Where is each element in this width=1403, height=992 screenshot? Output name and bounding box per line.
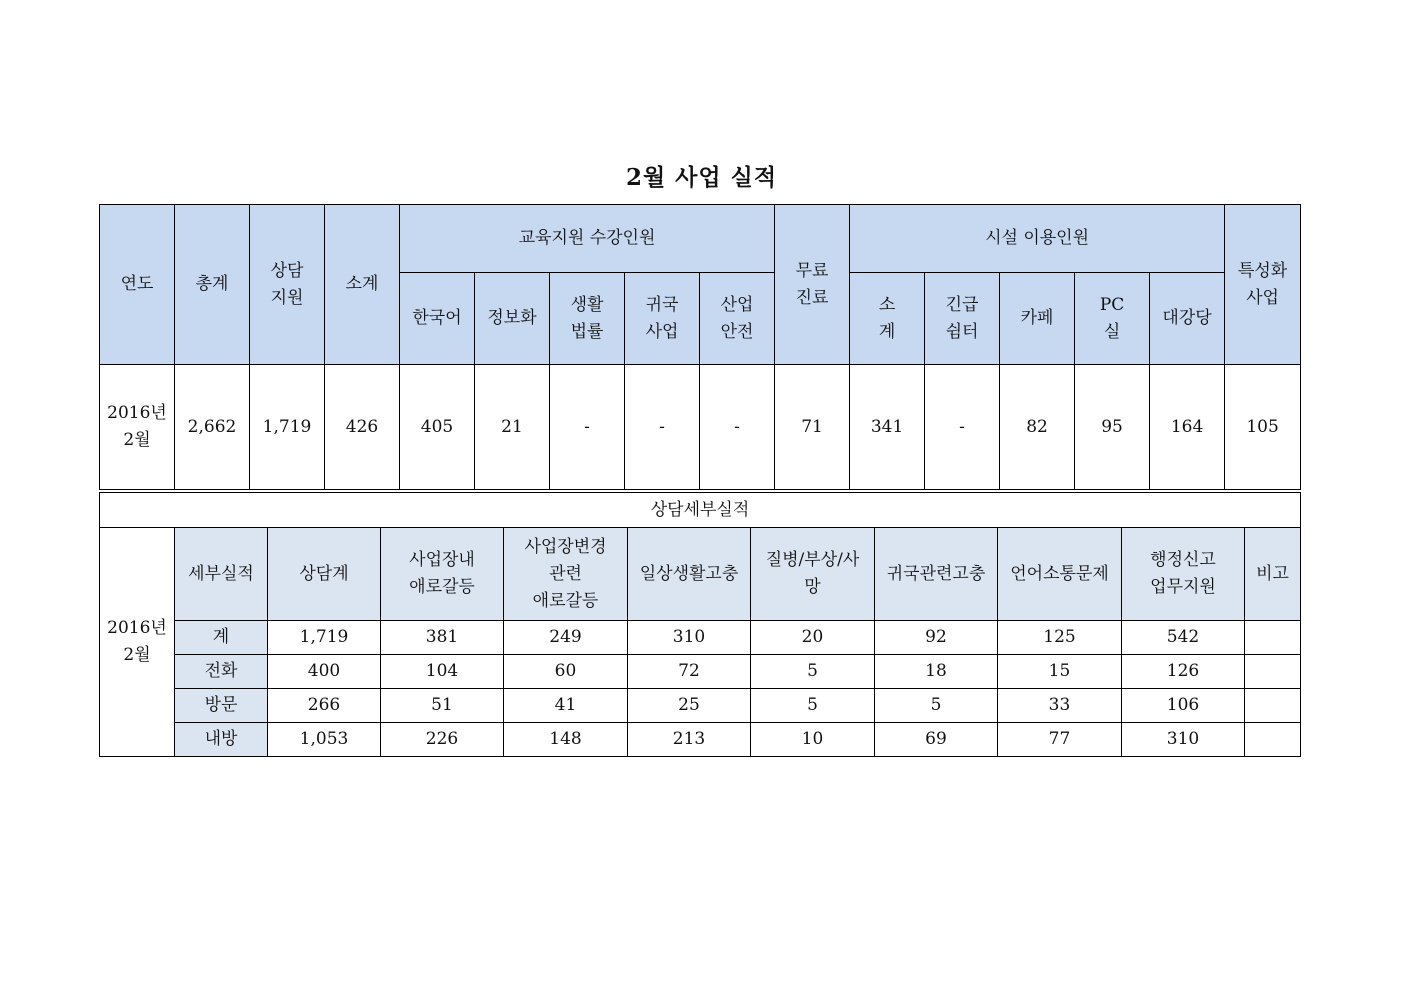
cell-daily-life: 213 [628,723,751,757]
header-facility-subtotal-line1: 소 [878,294,896,315]
header-safety-line2: 안전 [720,321,754,342]
header-medical [775,205,850,365]
detail-header-workplace-conflict-line1: 사업장내 [409,550,475,570]
cell-workplace-change: 148 [504,723,628,757]
detail-header-admin-line2: 업무지원 [1150,577,1216,597]
detail-header-workplace-change-line3: 애로갈등 [532,590,599,611]
cell-language: 15 [998,655,1122,689]
header-life-law [550,273,625,365]
cell-admin: 126 [1122,655,1245,689]
header-special-line2: 사업 [1246,287,1279,308]
cell-facility-subtotal: 341 [850,365,925,490]
header-facility-subtotal-line2: 계 [878,321,896,342]
header-cafe: 카페 [1000,273,1075,365]
header-pc-room [1075,273,1150,365]
cell-illness: 10 [751,723,875,757]
detail-section-title: 상담세부실적 [100,493,1301,528]
header-life-law-line2: 법률 [570,321,604,342]
header-pc-room-line1: PC [1099,294,1125,315]
cell-korean: 405 [400,365,475,490]
header-korean: 한국어 [400,273,475,365]
cell-illness: 20 [751,621,875,655]
cell-admin: 310 [1122,723,1245,757]
detail-header-workplace-conflict [381,528,504,621]
cell-admin: 542 [1122,621,1245,655]
cell-pc-room: 95 [1075,365,1150,490]
cell-return: 92 [875,621,998,655]
cell-hall: 164 [1150,365,1225,490]
header-medical-line1: 무료 [795,260,829,281]
cell-admin: 106 [1122,689,1245,723]
detail-year [100,528,175,757]
cell-note [1245,689,1301,723]
cell-note [1245,655,1301,689]
cell-daily-life: 310 [628,621,751,655]
cell-language: 77 [998,723,1122,757]
table-row [100,689,1301,723]
cell-total: 1,053 [268,723,381,757]
table-row [100,655,1301,689]
cell-total: 1,719 [268,621,381,655]
detail-header-return: 귀국관련고충 [875,528,998,621]
cell-daily-life: 25 [628,689,751,723]
detail-header-total: 상담계 [268,528,381,621]
header-return-line1: 귀국 [645,294,679,315]
cell-safety: - [700,365,775,490]
header-return-line2: 사업 [645,321,679,342]
header-safety [700,273,775,365]
cell-workplace-conflict: 226 [381,723,504,757]
detail-header-admin [1122,528,1245,621]
header-medical-line2: 진료 [795,287,829,308]
header-subtotal: 소계 [325,205,400,365]
cell-year-line1: 2016년 [107,403,167,423]
detail-header-language: 언어소통문제 [998,528,1122,621]
row-label: 방문 [175,689,268,723]
table-row [100,723,1301,757]
header-facility-subtotal [850,273,925,365]
row-label: 내방 [175,723,268,757]
header-counsel-line1: 상담 [270,260,304,281]
header-life-law-line1: 생활 [570,294,604,315]
cell-workplace-change: 60 [504,655,628,689]
detail-header-illness-line2: 망 [804,577,821,597]
cell-special: 105 [1225,365,1301,490]
header-return [625,273,700,365]
detail-header-workplace-conflict-line2: 애로갈등 [409,577,475,597]
cell-total: 266 [268,689,381,723]
header-shelter [925,273,1000,365]
cell-medical: 71 [775,365,850,490]
cell-total: 2,662 [175,365,250,490]
row-label: 계 [175,621,268,655]
detail-year-line1: 2016년 [107,618,167,638]
header-special-line1: 특성화 [1237,260,1288,281]
cell-return: - [625,365,700,490]
detail-year-line2: 2월 [123,645,151,665]
header-shelter-line1: 긴급 [945,294,979,315]
header-education-group: 교육지원 수강인원 [400,205,775,273]
detail-header-admin-line1: 행정신고 [1150,550,1216,570]
header-shelter-line2: 쉼터 [945,321,979,342]
cell-workplace-conflict: 381 [381,621,504,655]
header-hall: 대강당 [1150,273,1225,365]
table-row [100,621,1301,655]
detail-table [99,492,1301,757]
cell-daily-life: 72 [628,655,751,689]
cell-note [1245,621,1301,655]
detail-header-workplace-change-line1: 사업장변경 [524,536,607,557]
cell-counsel: 1,719 [250,365,325,490]
header-special [1225,205,1301,365]
header-safety-line1: 산업 [720,294,754,315]
cell-workplace-change: 41 [504,689,628,723]
summary-data-row [100,365,1301,490]
document-title: 2월 사업 실적 [625,164,778,191]
cell-illness: 5 [751,689,875,723]
cell-life-law: - [550,365,625,490]
cell-shelter: - [925,365,1000,490]
cell-language: 33 [998,689,1122,723]
summary-table [99,204,1301,490]
header-total: 총계 [175,205,250,365]
cell-note [1245,723,1301,757]
cell-language: 125 [998,621,1122,655]
cell-workplace-conflict: 51 [381,689,504,723]
detail-header-workplace-change [504,528,628,621]
cell-total: 400 [268,655,381,689]
row-label: 전화 [175,655,268,689]
detail-header-illness [751,528,875,621]
cell-workplace-change: 249 [504,621,628,655]
header-counsel [250,205,325,365]
cell-informatization: 21 [475,365,550,490]
cell-year-line2: 2월 [123,430,151,450]
header-year: 연도 [100,205,175,365]
cell-return: 5 [875,689,998,723]
cell-subtotal: 426 [325,365,400,490]
cell-cafe: 82 [1000,365,1075,490]
cell-return: 18 [875,655,998,689]
detail-header-daily-life: 일상생활고충 [628,528,751,621]
cell-workplace-conflict: 104 [381,655,504,689]
detail-header-note: 비고 [1245,528,1301,621]
header-informatization: 정보화 [475,273,550,365]
detail-header-workplace-change-line2: 관련 [549,563,582,584]
cell-year [100,365,175,490]
header-facility-group: 시설 이용인원 [850,205,1225,273]
detail-header-illness-line1: 질병/부상/사 [765,550,860,570]
detail-header-category: 세부실적 [175,528,268,621]
cell-illness: 5 [751,655,875,689]
cell-return: 69 [875,723,998,757]
header-counsel-line2: 지원 [270,287,304,308]
header-pc-room-line2: 실 [1103,321,1121,342]
